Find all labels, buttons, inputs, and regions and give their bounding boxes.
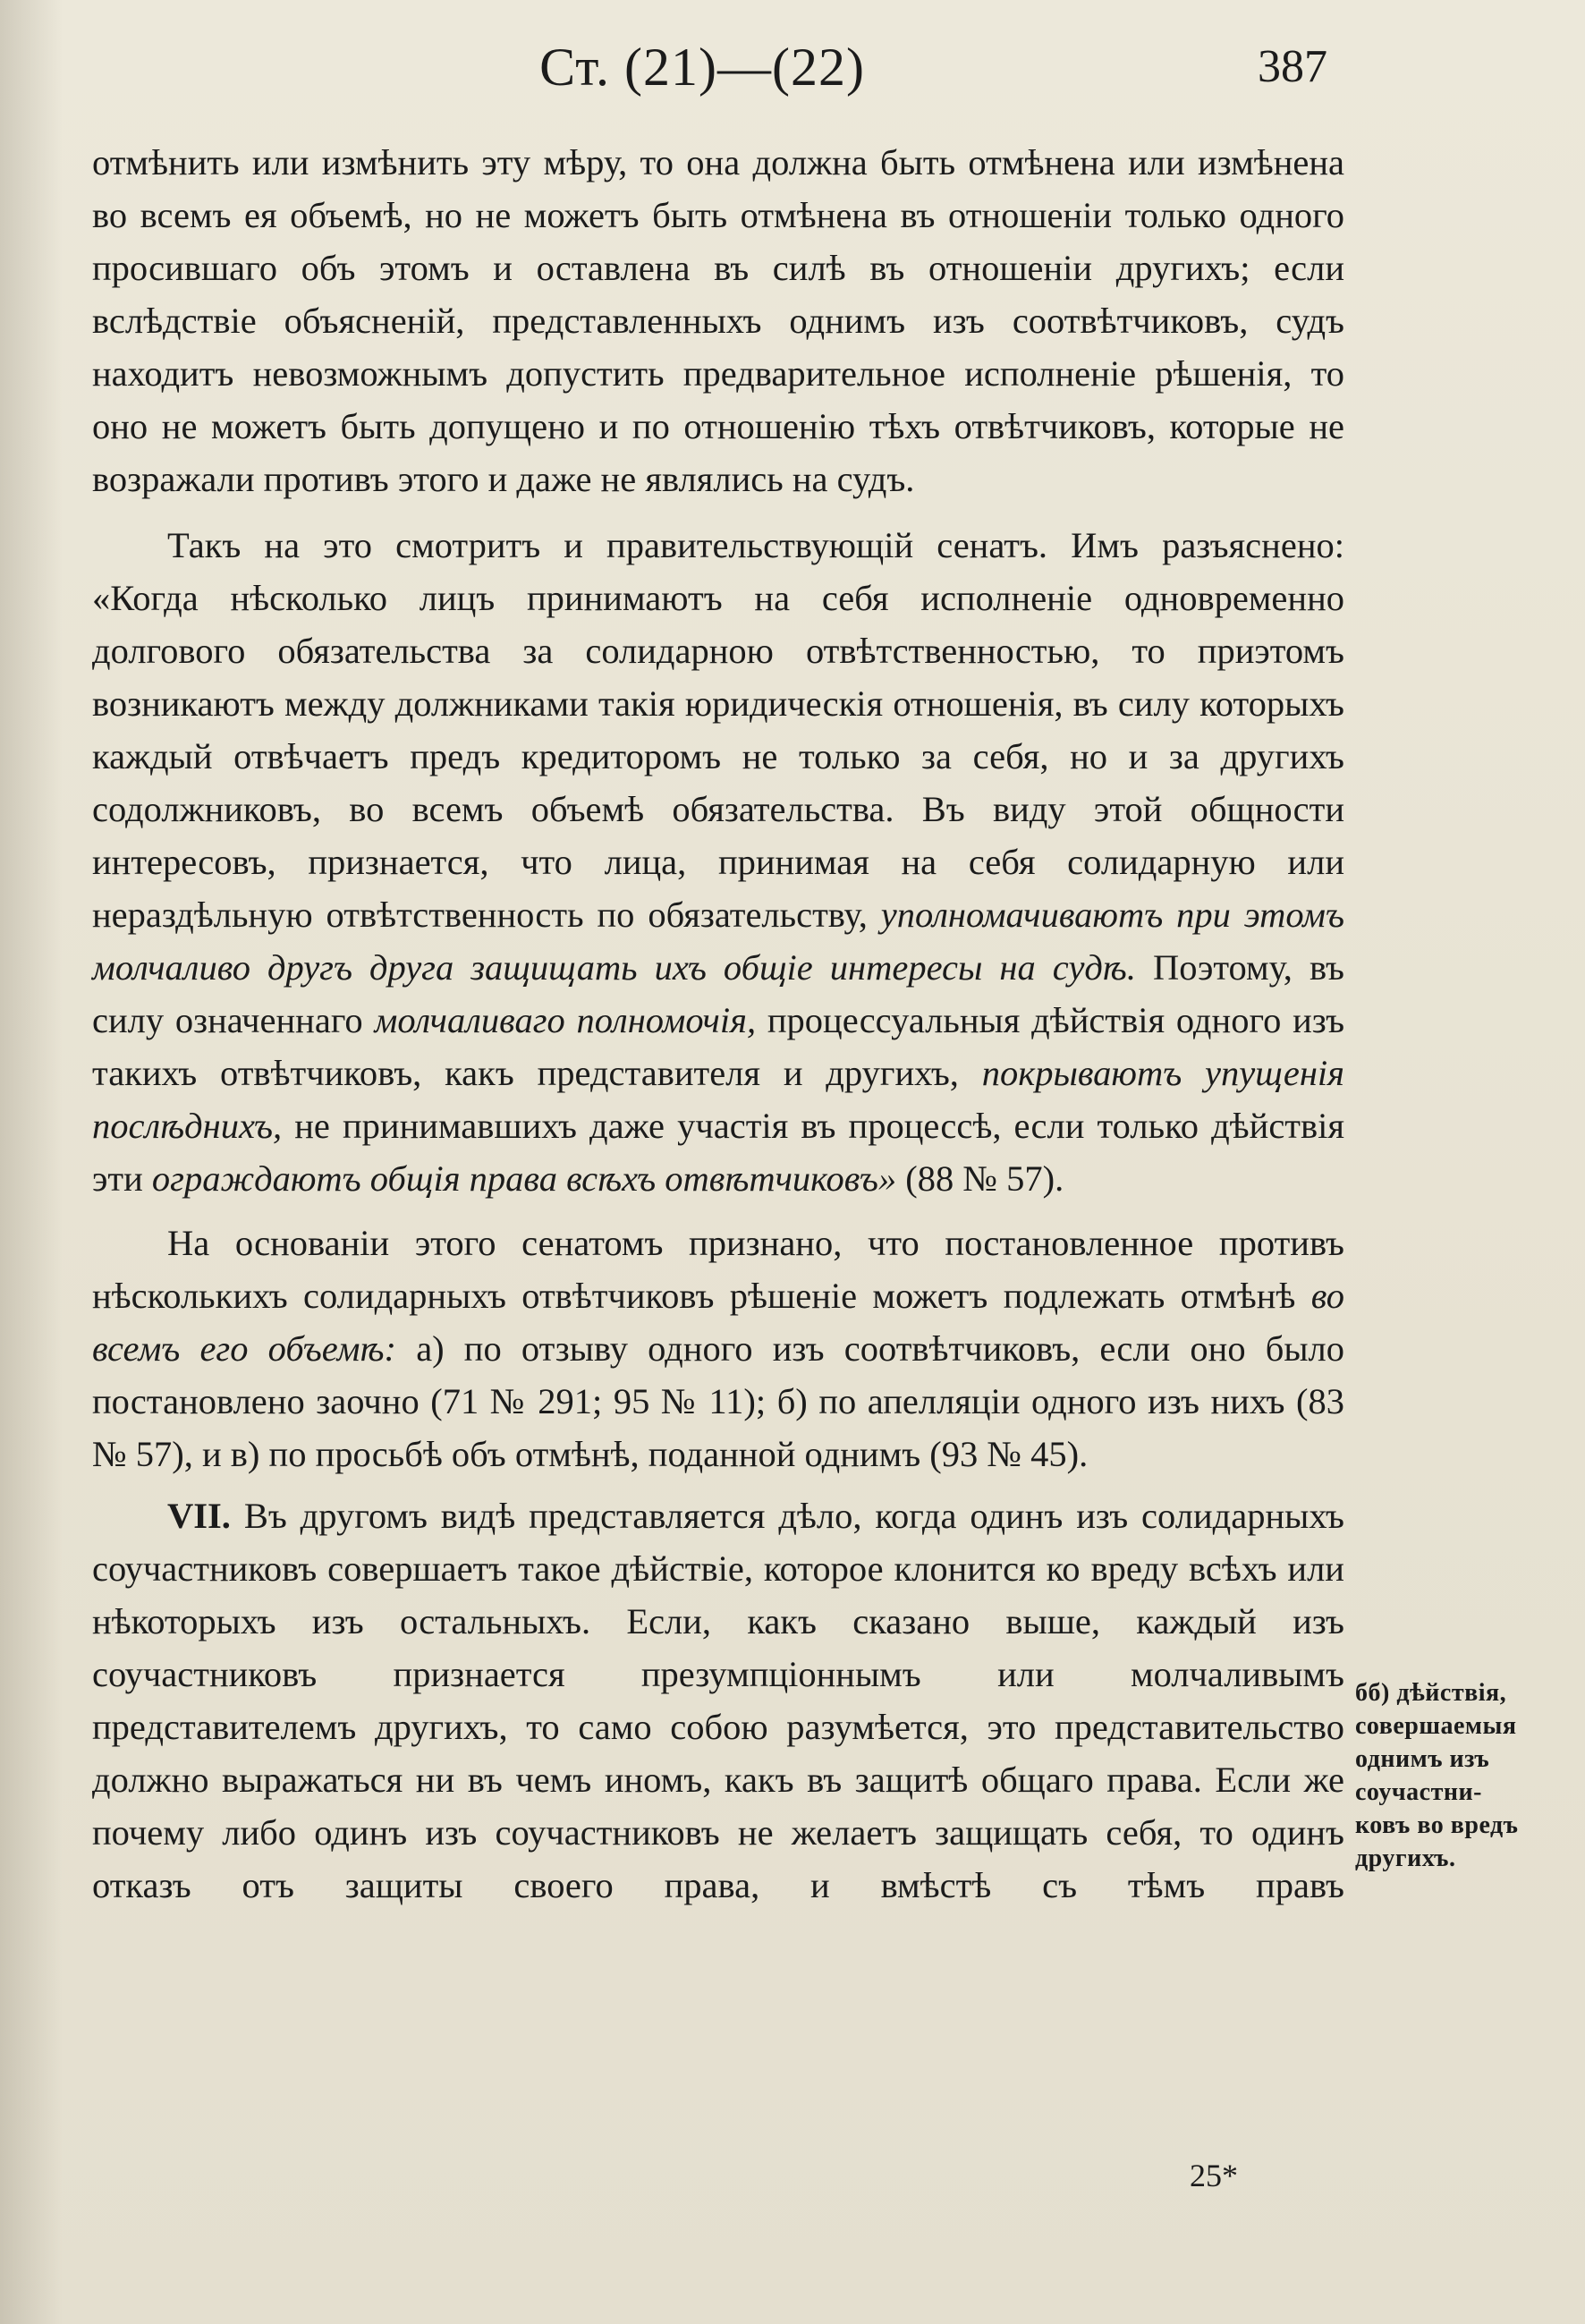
page-number: 387: [1258, 41, 1327, 92]
signature-mark: 25*: [1190, 2158, 1238, 2193]
paragraph-4-text: Въ другомъ видѣ представляется дѣло, когда одинъ изъ солидарныхъ соучастниковъ совершаетъ такое дѣйствіе, которое клонится ко вреду всѣхъ или нѣкоторыхъ изъ остальныхъ. Если, какъ сказано выше, каждый изъ соучастниковъ признается презумпціоннымъ или молчаливымъ представителемъ другихъ, то само собою разумѣется, это представительство должно выражаться ни въ чемъ иномъ, какъ въ защитѣ общаго права. Если же почему либо одинъ изъ соучастниковъ не желаетъ защищать себя, то одинъ отказъ отъ защиты своего права, и вмѣстѣ съ тѣмъ правъ: [92, 1496, 1344, 1905]
margin-note-line: бб) дѣйствія,: [1355, 1679, 1507, 1707]
paragraph-3-text-c: а) по отзыву одного изъ соотвѣтчиковъ, если оно было постановлено заочно (71 № 291; 95 № 11); б) по апелляціи одного изъ нихъ (83 № 57), и в) по просьбѣ объ отмѣнѣ, поданной однимъ (93 № 45).: [92, 1328, 1345, 1474]
paragraph-3-text-a: На основаніи этого сенатомъ признано, что постановленное противъ нѣсколькихъ солидарныхъ отвѣтчиковъ рѣшеніе можетъ подлежать отмѣнѣ: [92, 1223, 1344, 1316]
paragraph-2-italic-h: ограждаютъ общія права всѣхъ отвѣтчиковъ»: [151, 1158, 897, 1199]
running-header-title: Ст. (21)—(22): [539, 38, 865, 97]
paragraph-1: отмѣнить или измѣнить эту мѣру, то она должна быть отмѣнена или измѣнена во всемъ ея объемѣ, но не можетъ быть отмѣнена въ отношеніи только одного просившаго объ этомъ и оставлена въ силѣ въ отношеніи другихъ; если вслѣдствіе объясненій, представленныхъ однимъ изъ соотвѣтчиковъ, судъ находитъ невозможнымъ допустить предварительное исполненіе рѣшенія, то оно не можетъ быть допущено и по отношенію тѣхъ отвѣтчиковъ, которые не возражали противъ этого и даже не являлись на судъ.: [92, 142, 1344, 499]
section-number: VII.: [167, 1496, 231, 1536]
paragraph-2-text-c: Поэтому, въ силу означеннаго: [92, 947, 1344, 1040]
margin-note-line: другихъ.: [1355, 1845, 1456, 1872]
margin-note-line: соучастни-: [1355, 1778, 1482, 1806]
margin-note-line: однимъ изъ: [1355, 1745, 1490, 1773]
spine-shadow: [0, 0, 63, 2324]
paragraph-2: [92, 519, 1344, 1205]
paragraph-2-citation: (88 № 57).: [905, 1158, 1064, 1199]
paragraph-2-italic-d: молчаливаго полномочія,: [374, 1000, 757, 1040]
paragraph-2-text-g: не принимавшихъ даже участія въ процессѣ, если только дѣйствія эти: [92, 1106, 1345, 1199]
paragraph-3: [92, 1217, 1344, 1480]
margin-note-line: совершаемыя: [1355, 1712, 1517, 1740]
paragraph-2-italic-f: покрываютъ упущенія послѣднихъ,: [92, 1053, 1344, 1146]
paragraph-2-text-a: Такъ на это смотритъ и правительствующій сенатъ. Имъ разъяснено: «Когда нѣсколько лицъ принимаютъ на себя исполненіе одновременно долгового обязательства за солидарною отвѣтственностью, то приэтомъ возникаютъ между должниками такія юридическія отношенія, въ силу которыхъ каждый отвѣчаетъ предъ кредиторомъ не только за себя, но и за другихъ содолжниковъ, во всемъ объемѣ обязательства. Въ виду этой общности интересовъ, признается, что лица, принимая на себя солидарную или нераздѣльную отвѣтственность по обязательству,: [92, 525, 1344, 935]
paragraph-4: [92, 1489, 1344, 1912]
margin-note: [1355, 1676, 1570, 1875]
paragraph-2-text-e: процессуальныя дѣйствія одного изъ такихъ отвѣтчиковъ, какъ представителя и другихъ,: [92, 1000, 1345, 1093]
body-text: [92, 136, 1344, 1912]
paragraph-3-italic-b: во всемъ его объемѣ:: [92, 1276, 1344, 1369]
margin-note-line: ковъ во вредъ: [1355, 1811, 1519, 1839]
paragraph-2-italic-b: уполномачиваютъ при этомъ молчаливо другъ друга защищать ихъ общіе интересы на судѣ.: [92, 895, 1344, 988]
